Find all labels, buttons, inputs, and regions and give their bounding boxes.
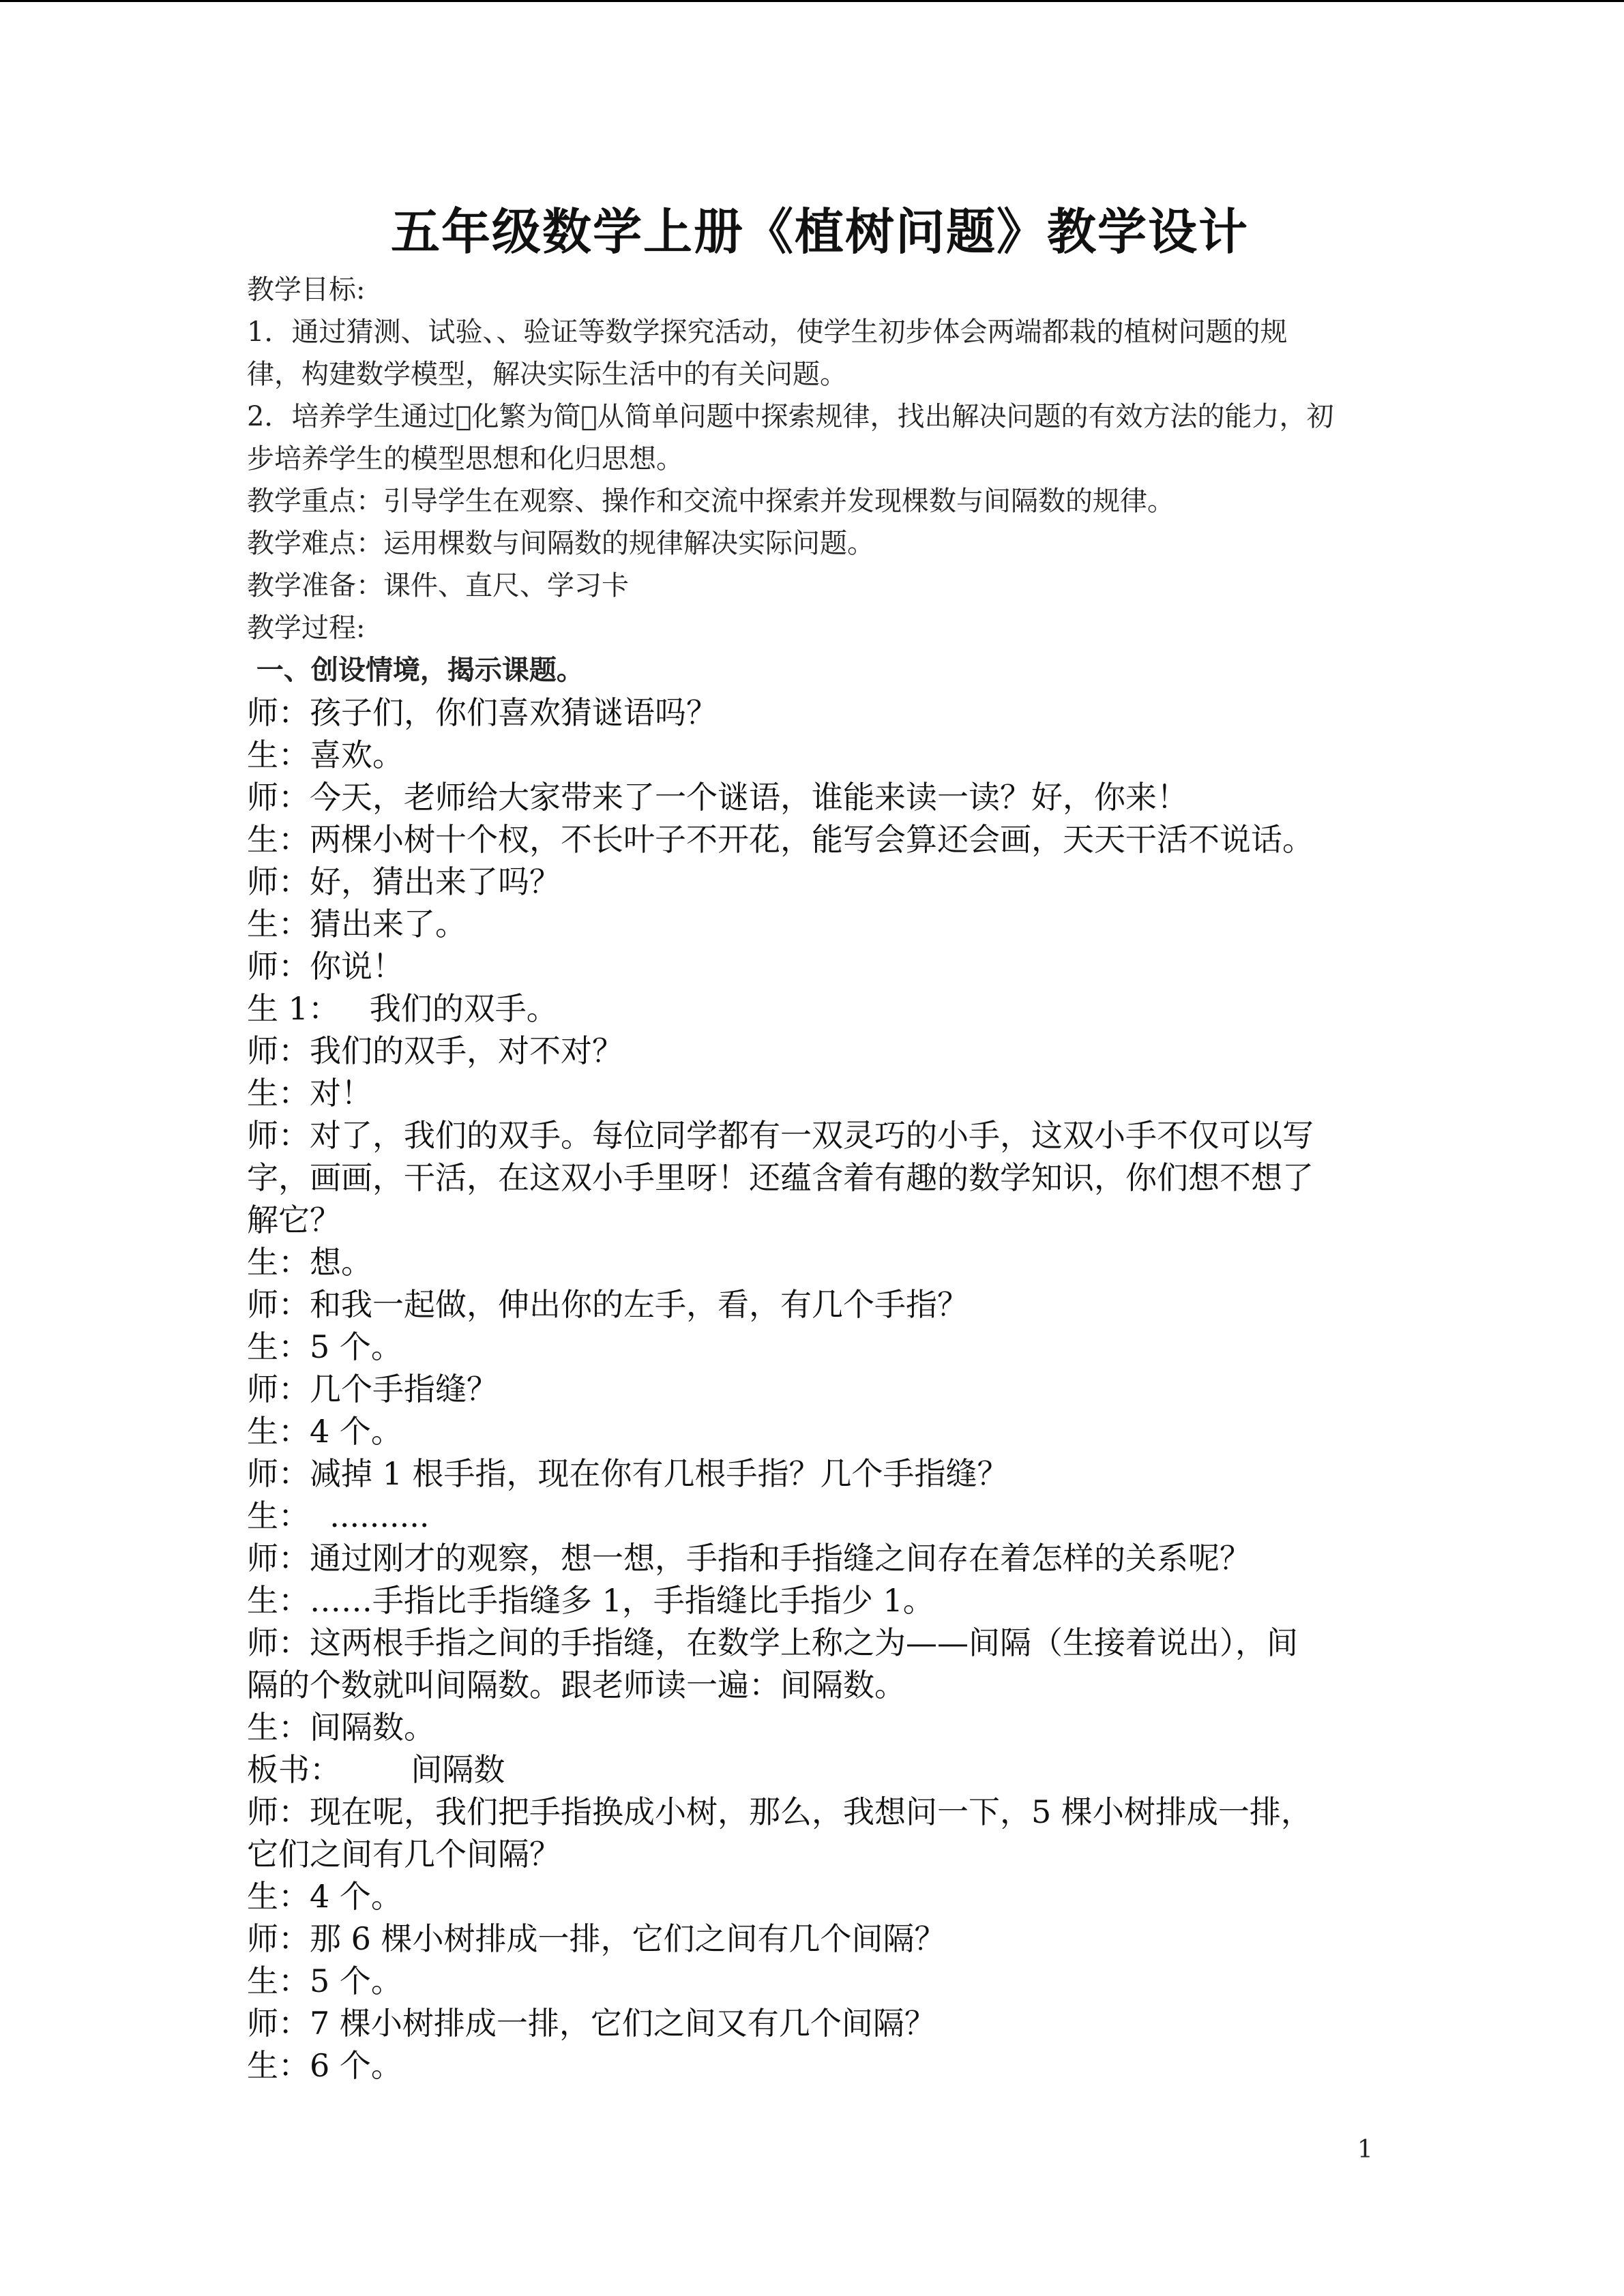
text-line: 师：今天，老师给大家带来了一个谜语，谁能来读一读？好，你来！: [247, 779, 1188, 816]
text-line: 它们之间有几个间隔？: [247, 1836, 561, 1873]
text-line: 律，构建数学模型，解决实际生活中的有关问题。: [247, 359, 847, 390]
text-line: 生：……手指比手指缝多 1，手指缝比手指少 1。: [247, 1582, 934, 1619]
text-line: 生：5 个。: [247, 1328, 402, 1365]
text-line: 解它？: [247, 1202, 341, 1238]
text-line: 师：通过刚才的观察，想一想，手指和手指缝之间存在着怎样的关系呢？: [247, 1540, 1251, 1577]
text-line: 教学目标:: [247, 274, 366, 305]
text-line: 字，画画，干活，在这双小手里呀！还蕴含着有趣的数学知识，你们想不想了: [247, 1159, 1314, 1196]
text-line: 生： ..........: [247, 1497, 430, 1534]
document-body: [247, 269, 1393, 2087]
text-line: 生：4 个。: [247, 1413, 402, 1450]
document-page: [247, 198, 1393, 2087]
text-line: 板书： 间隔数: [247, 1751, 505, 1788]
text-line: 生：猜出来了。: [247, 906, 467, 942]
text-line: 师：这两根手指之间的手指缝，在数学上称之为——间隔（生接着说出），间: [247, 1624, 1298, 1661]
text-line: 一、创设情境，揭示课题。: [247, 654, 584, 686]
text-line: 师：7 棵小树排成一排，它们之间又有几个间隔？: [247, 2005, 936, 2042]
text-line: 1．通过猜测、试验、、验证等数学探究活动，使学生初步体会两端都栽的植树问题的规: [247, 316, 1288, 348]
text-line: 生：间隔数。: [247, 1709, 435, 1746]
text-line: 师：现在呢，我们把手指换成小树，那么，我想问一下，5 棵小树排成一排，: [247, 1793, 1312, 1830]
text-line: 教学难点：运用棵数与间隔数的规律解决实际问题。: [247, 528, 874, 559]
text-line: 隔的个数就叫间隔数。跟老师读一遍：间隔数。: [247, 1667, 906, 1703]
text-line: 师：几个手指缝？: [247, 1371, 498, 1407]
page-number: 1: [1357, 2136, 1373, 2164]
top-border-line: [0, 0, 1624, 2]
text-line: 生：喜欢。: [247, 736, 404, 773]
text-line: 生：想。: [247, 1244, 372, 1281]
text-line: 2．培养学生通过 化繁为简 从简单问题中探索规律，找出解决问题的有效方法的能力，初: [247, 401, 1334, 432]
text-line: 师：我们的双手，对不对？: [247, 1032, 623, 1069]
text-line: 生 1： 我们的双手。: [247, 990, 558, 1027]
text-line: 师：和我一起做，伸出你的左手，看，有几个手指？: [247, 1286, 969, 1323]
text-line: 师：减掉 1 根手指，现在你有几根手指？几个手指缝？: [247, 1455, 1009, 1492]
text-line: 生：对！: [247, 1075, 372, 1112]
text-line: 步培养学生的模型思想和化归思想。: [247, 443, 683, 475]
text-line: 师：对了，我们的双手。每位同学都有一双灵巧的小手，这双小手不仅可以写: [247, 1117, 1314, 1154]
text-line: 师：好，猜出来了吗？: [247, 863, 561, 900]
text-line: 师：孩子们，你们喜欢猜谜语吗？: [247, 694, 718, 731]
text-line: 教学准备：课件、直尺、学习卡: [247, 570, 629, 601]
text-line: 生：两棵小树十个杈，不长叶子不开花，能写会算还会画，天天干活不说话。: [247, 821, 1314, 858]
text-line: 生：4 个。: [247, 1878, 402, 1915]
text-line: 教学过程:: [247, 612, 366, 644]
text-line: 师：你说！: [247, 948, 404, 985]
document-title: 五年级数学上册《植树问题》教学设计: [390, 203, 1249, 260]
text-line: 师：那 6 棵小树排成一排，它们之间有几个间隔？: [247, 1920, 946, 1957]
text-line: 生：5 个。: [247, 1963, 402, 1999]
text-line: 生：6 个。: [247, 2047, 402, 2084]
text-line: 教学重点：引导学生在观察、操作和交流中探索并发现棵数与间隔数的规律。: [247, 486, 1175, 517]
